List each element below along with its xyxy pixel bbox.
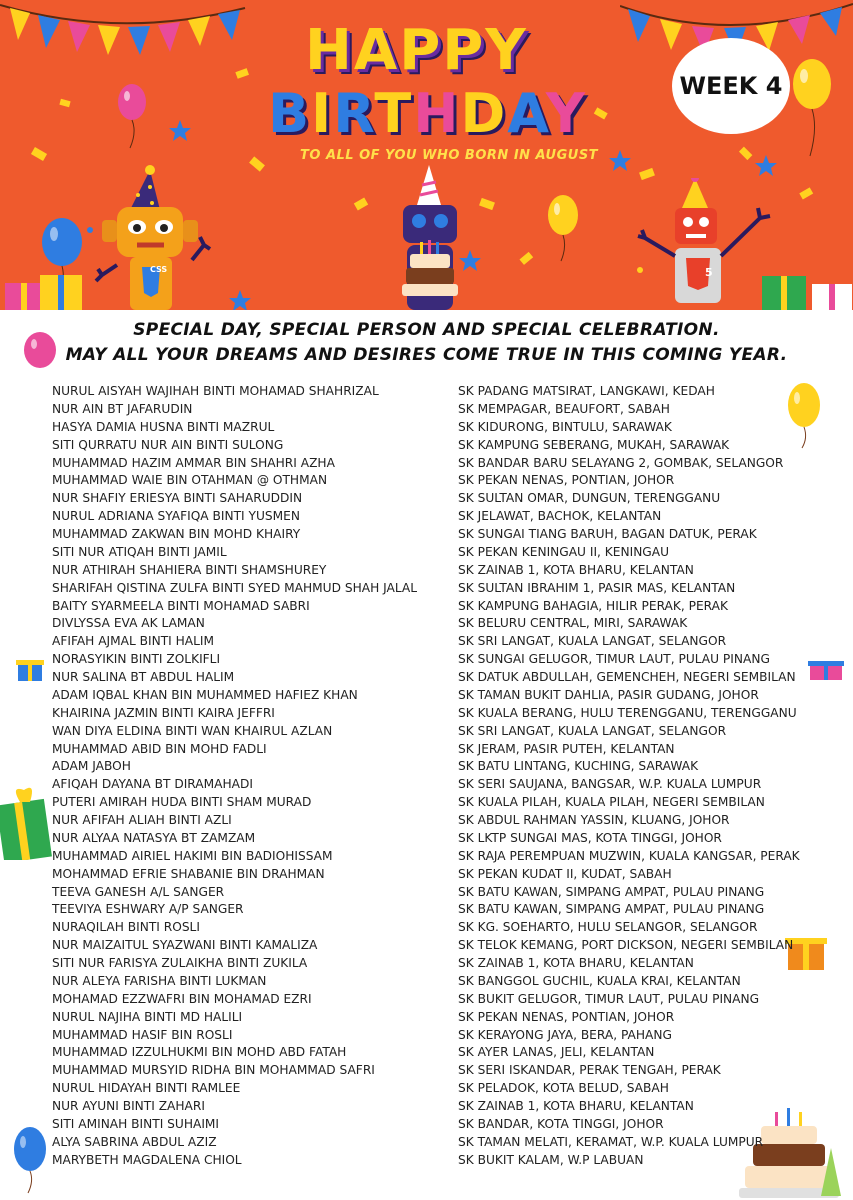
subtitle: TO ALL OF YOU WHO BORN IN AUGUST [300,148,599,163]
name-list-item: SITI AMINAH BINTI SUHAIMI [52,1116,220,1131]
school-list-item: SK BATU LINTANG, KUCHING, SARAWAK [458,759,699,774]
html5-badge-label: 5 [705,266,713,279]
school-list-item: SK SULTAN OMAR, DUNGUN, TERENGGANU [458,491,721,506]
balloon-icon [115,82,155,152]
school-list-item: SK ABDUL RAHMAN YASSIN, KLUANG, JOHOR [458,813,730,827]
school-list-item: SK PEKAN KUDAT II, KUDAT, SABAH [458,866,672,881]
gift-icon [0,780,52,860]
name-list-item: NUR AYUNI BINTI ZAHARI [52,1099,205,1113]
name-list-item: MUHAMMAD ABID BIN MOHD FADLI [52,741,267,756]
css-badge-label: CSS [150,265,168,274]
week-badge: WEEK 4 [672,38,790,134]
school-list-item: SK PEKAN NENAS, PONTIAN, JOHOR [458,473,675,488]
name-list-item: MOHAMAD EZZWAFRI BIN MOHAMAD EZRI [52,991,312,1006]
name-list-item: NURUL ADRIANA SYAFIQA BINTI YUSMEN [52,509,300,524]
name-list-item: ADAM IQBAL KHAN BIN MUHAMMED HAFIEZ KHAN [52,687,358,702]
balloon-icon [20,330,60,380]
school-list-item: SK BANGGOL GUCHIL, KUALA KRAI, KELANTAN [458,973,741,988]
name-list-item: NURUL HIDAYAH BINTI RAMLEE [52,1081,241,1096]
school-list-item: SK ZAINAB 1, KOTA BHARU, KELANTAN [458,1099,694,1113]
title-letter: D [460,82,508,145]
school-list-item: SK ZAINAB 1, KOTA BHARU, KELANTAN [458,562,694,577]
name-list-item: NURUL AISYAH WAJIHAH BINTI MOHAMAD SHAHRIZAL [52,384,379,398]
school-list-item: SK ZAINAB 1, KOTA BHARU, KELANTAN [458,956,694,970]
name-list-item: PUTERI AMIRAH HUDA BINTI SHAM MURAD [52,795,312,810]
school-list-item: SK SERI SAUJANA, BANGSAR, W.P. KUALA LUMPUR [458,777,762,792]
name-list-item: NUR MAIZAITUL SYAZWANI BINTI KAMALIZA [52,938,318,953]
name-list-item: MUHAMMAD HAZIM AMMAR BIN SHAHRI AZHA [52,455,335,470]
school-list-item: SK SERI ISKANDAR, PERAK TENGAH, PERAK [458,1063,721,1078]
gift-icon [808,658,844,680]
balloon-icon [543,193,583,263]
name-list-item: NUR AFIFAH ALIAH BINTI AZLI [52,813,232,827]
school-list-item: SK BANDAR BARU SELAYANG 2, GOMBAK, SELANGOR [458,455,784,470]
name-list-item: MARYBETH MAGDALENA CHIOL [52,1152,242,1167]
school-list-item: SK JERAM, PASIR PUTEH, KELANTAN [458,741,675,756]
school-list-item: SK KG. SOEHARTO, HULU SELANGOR, SELANGOR [458,920,758,935]
title-happy: HAPPY [305,18,528,83]
name-list-item: SHARIFAH QISTINA ZULFA BINTI SYED MAHMUD SHAH JALAL [52,580,418,595]
school-list-item: SK TELOK KEMANG, PORT DICKSON, NEGERI SEMBILAN [458,938,794,953]
title-letter: I [311,82,334,145]
name-list-item: NUR ALYAA NATASYA BT ZAMZAM [52,830,256,845]
school-list-item: SK SUNGAI TIANG BARUH, BAGAN DATUK, PERAK [458,527,757,541]
title-letter: H [413,82,461,145]
name-list-item: AFIQAH DAYANA BT DIRAMAHADI [52,777,253,792]
school-list-item: SK MEMPAGAR, BEAUFORT, SABAH [458,401,670,416]
school-list-item: SK BATU KAWAN, SIMPANG AMPAT, PULAU PINANG [458,884,765,899]
school-list-item: SK TAMAN MELATI, KERAMAT, W.P. KUALA LUMPUR [458,1134,764,1149]
school-list-item: SK PADANG MATSIRAT, LANGKAWI, KEDAH [458,384,715,398]
name-list-item: SITI NUR ATIQAH BINTI JAMIL [52,544,227,559]
name-list-item: NUR SALINA BT ABDUL HALIM [52,670,235,684]
schools-list [458,383,800,1170]
name-list-item: NORASYIKIN BINTI ZOLKIFLI [52,652,221,667]
name-list-item: NUR ATHIRAH SHAHIERA BINTI SHAMSHUREY [52,562,327,577]
school-list-item: SK SRI LANGAT, KUALA LANGAT, SELANGOR [458,634,727,649]
cake-icon [400,240,460,300]
balloon-icon [10,1125,50,1195]
school-list-item: SK TAMAN BUKIT DAHLIA, PASIR GUDANG, JOHOR [458,687,759,702]
title-letter: T [374,82,414,145]
name-list-item: MUHAMMAD HASIF BIN ROSLI [52,1027,233,1042]
title-letter: R [333,82,375,145]
title-birthday [268,82,587,145]
school-list-item: SK KAMPUNG BAHAGIA, HILIR PERAK, PERAK [458,598,728,613]
name-list-item: NURUL NAJIHA BINTI MD HALILI [52,1009,243,1024]
school-list-item: SK KUALA PILAH, KUALA PILAH, NEGERI SEMBILAN [458,795,765,810]
title-letter: B [268,82,312,145]
name-list-item: SITI QURRATU NUR AIN BINTI SULONG [52,437,284,452]
school-list-item: SK SULTAN IBRAHIM 1, PASIR MAS, KELANTAN [458,580,736,595]
name-list-item: KHAIRINA JAZMIN BINTI KAIRA JEFFRI [52,705,275,720]
name-list-item: NURAQILAH BINTI ROSLI [52,920,200,935]
balloon-icon [790,58,840,158]
name-list-item: MUHAMMAD IZZULHUKMI BIN MOHD ABD FATAH [52,1045,347,1060]
school-list-item: SK KAMPUNG SEBERANG, MUKAH, SARAWAK [458,437,730,452]
title-letter: Y [545,82,588,145]
school-list-item: SK BELURU CENTRAL, MIRI, SARAWAK [458,616,688,631]
school-list-item: SK SRI LANGAT, KUALA LANGAT, SELANGOR [458,723,727,738]
school-list-item: SK BATU KAWAN, SIMPANG AMPAT, PULAU PINANG [458,902,765,917]
name-list-item: DIVLYSSA EVA AK LAMAN [52,616,205,631]
school-list-item: SK BANDAR, KOTA TINGGI, JOHOR [458,1116,664,1131]
name-list-item: ALYA SABRINA ABDUL AZIZ [52,1134,217,1149]
birthday-names-list [52,383,417,1170]
school-list-item: SK KIDURONG, BINTULU, SARAWAK [458,419,672,434]
school-list-item: SK DATUK ABDULLAH, GEMENCHEH, NEGERI SEMBILAN [458,670,796,684]
name-list-item: MUHAMMAD ZAKWAN BIN MOHD KHAIRY [52,527,301,541]
school-list-item: SK BUKIT GELUGOR, TIMUR LAUT, PULAU PINANG [458,991,760,1006]
school-list-item: SK AYER LANAS, JELI, KELANTAN [458,1045,655,1060]
name-list-item: TEEVA GANESH A/L SANGER [52,884,225,899]
name-list-item: HASYA DAMIA HUSNA BINTI MAZRUL [52,419,275,434]
gift-icon [0,265,90,310]
header-banner [0,0,853,310]
message-line-2: MAY ALL YOUR DREAMS AND DESIRES COME TRUE IN THIS COMING YEAR. [65,345,788,365]
gift-icon [16,655,44,681]
title-letter: A [507,82,546,145]
school-list-item: SK KERAYONG JAYA, BERA, PAHANG [458,1027,672,1042]
name-list-item: WAN DIYA ELDINA BINTI WAN KHAIRUL AZLAN [52,723,333,738]
school-list-item: SK PEKAN NENAS, PONTIAN, JOHOR [458,1009,675,1024]
school-list-item: SK PELADOK, KOTA BELUD, SABAH [458,1081,669,1096]
name-list-item: MUHAMMAD WAIE BIN OTAHMAN @ OTHMAN [52,473,328,488]
gift-icon [760,262,853,310]
name-list-item: ADAM JABOH [52,759,131,774]
name-list-item: BAITY SYARMEELA BINTI MOHAMAD SABRI [52,598,310,613]
name-list-item: AFIFAH AJMAL BINTI HALIM [52,634,215,649]
name-list-item: MUHAMMAD MURSYID RIDHA BIN MOHAMMAD SAFRI [52,1063,375,1078]
name-list-item: NUR ALEYA FARISHA BINTI LUKMAN [52,973,267,988]
school-list-item: SK LKTP SUNGAI MAS, KOTA TINGGI, JOHOR [458,830,722,845]
robot-icon [92,165,222,310]
school-list-item: SK JELAWAT, BACHOK, KELANTAN [458,509,662,524]
name-list-item: MOHAMMAD EFRIE SHABANIE BIN DRAHMAN [52,866,325,881]
name-list-item: NUR SHAFIY ERIESYA BINTI SAHARUDDIN [52,491,303,506]
school-list-item: SK BUKIT KALAM, W.P LABUAN [458,1152,644,1167]
name-list-item: TEEVIYA ESHWARY A/P SANGER [52,902,244,917]
school-list-item: SK PEKAN KENINGAU II, KENINGAU [458,544,670,559]
school-list-item: SK SUNGAI GELUGOR, TIMUR LAUT, PULAU PINANG [458,652,770,667]
name-list-item: MUHAMMAD AIRIEL HAKIMI BIN BADIOHISSAM [52,848,333,863]
school-list-item: SK KUALA BERANG, HULU TERENGGANU, TERENGGANU [458,705,797,720]
message-line-1: SPECIAL DAY, SPECIAL PERSON AND SPECIAL CELEBRATION. [133,320,720,340]
name-list-item: NUR AIN BT JAFARUDIN [52,401,193,416]
name-list-item: SITI NUR FARISYA ZULAIKHA BINTI ZUKILA [52,956,308,970]
school-list-item: SK RAJA PEREMPUAN MUZWIN, KUALA KANGSAR, PERAK [458,848,800,863]
